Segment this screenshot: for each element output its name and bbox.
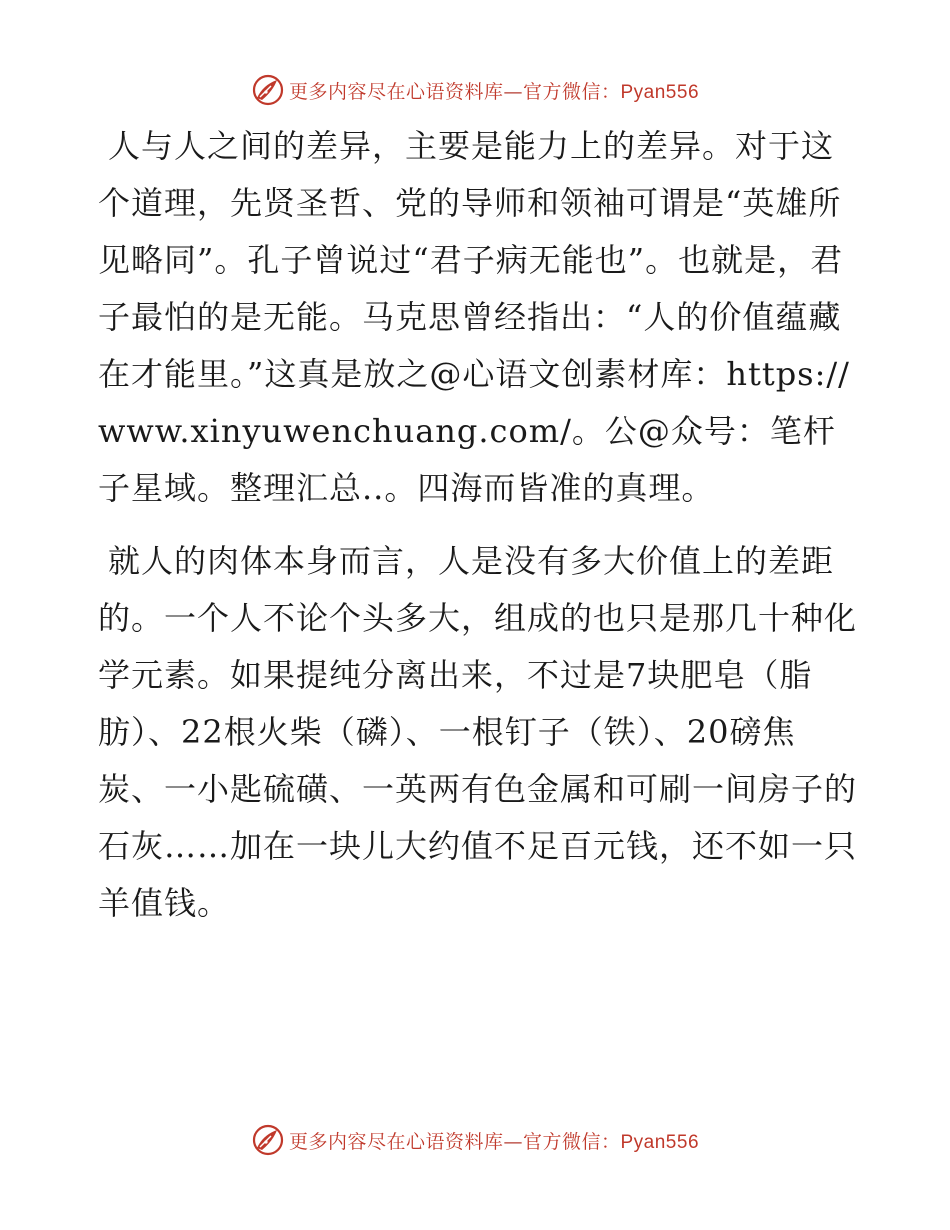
pen-nib-logo-icon: [251, 73, 285, 107]
banner-wechat-id: Pyan556: [620, 81, 700, 103]
banner-separator: —: [503, 1130, 523, 1153]
pen-nib-logo-icon: [251, 1123, 285, 1157]
paragraph-2: 就人的肉体本身而言，人是没有多大价值上的差距的。一个人不论个头多大，组成的也只是那几十种化学元素。如果提纯分离出来，不过是7块肥皂（脂肪）、22根火柴（磷）、一根钉子（铁）、20磅焦炭、一小匙硫磺、一英两有色金属和可刷一间房子的石灰……加在一块儿大约值不足百元钱，还不如一只羊值钱。: [98, 542, 858, 922]
header-banner: [0, 70, 950, 110]
banner-wechat-label: 官方微信：: [522, 1130, 621, 1153]
banner-separator: —: [503, 80, 523, 103]
document-body: [98, 118, 858, 932]
banner-main: 更多内容尽在心语资料库: [288, 80, 504, 103]
banner-wechat-id: Pyan556: [620, 1131, 700, 1153]
paragraph-1: 人与人之间的差异，主要是能力上的差异。对于这个道理，先贤圣哲、党的导师和领袖可谓是“英雄所见略同”。孔子曾说过“君子病无能也”。也就是，君子最怕的是无能。马克思曾经指出：“人的价值蕴藏在才能里。”这真是放之@心语文创素材库：https://www.xinyuwenchuang.com/。公@众号：笔杆子星域。整理汇总..。四海而皆准的真理。: [98, 127, 850, 507]
banner-wechat-label: 官方微信：: [522, 80, 621, 103]
banner-text: [289, 1127, 699, 1154]
footer-banner: [0, 1120, 950, 1160]
banner-text: [289, 77, 699, 104]
banner-main: 更多内容尽在心语资料库: [288, 1130, 504, 1153]
